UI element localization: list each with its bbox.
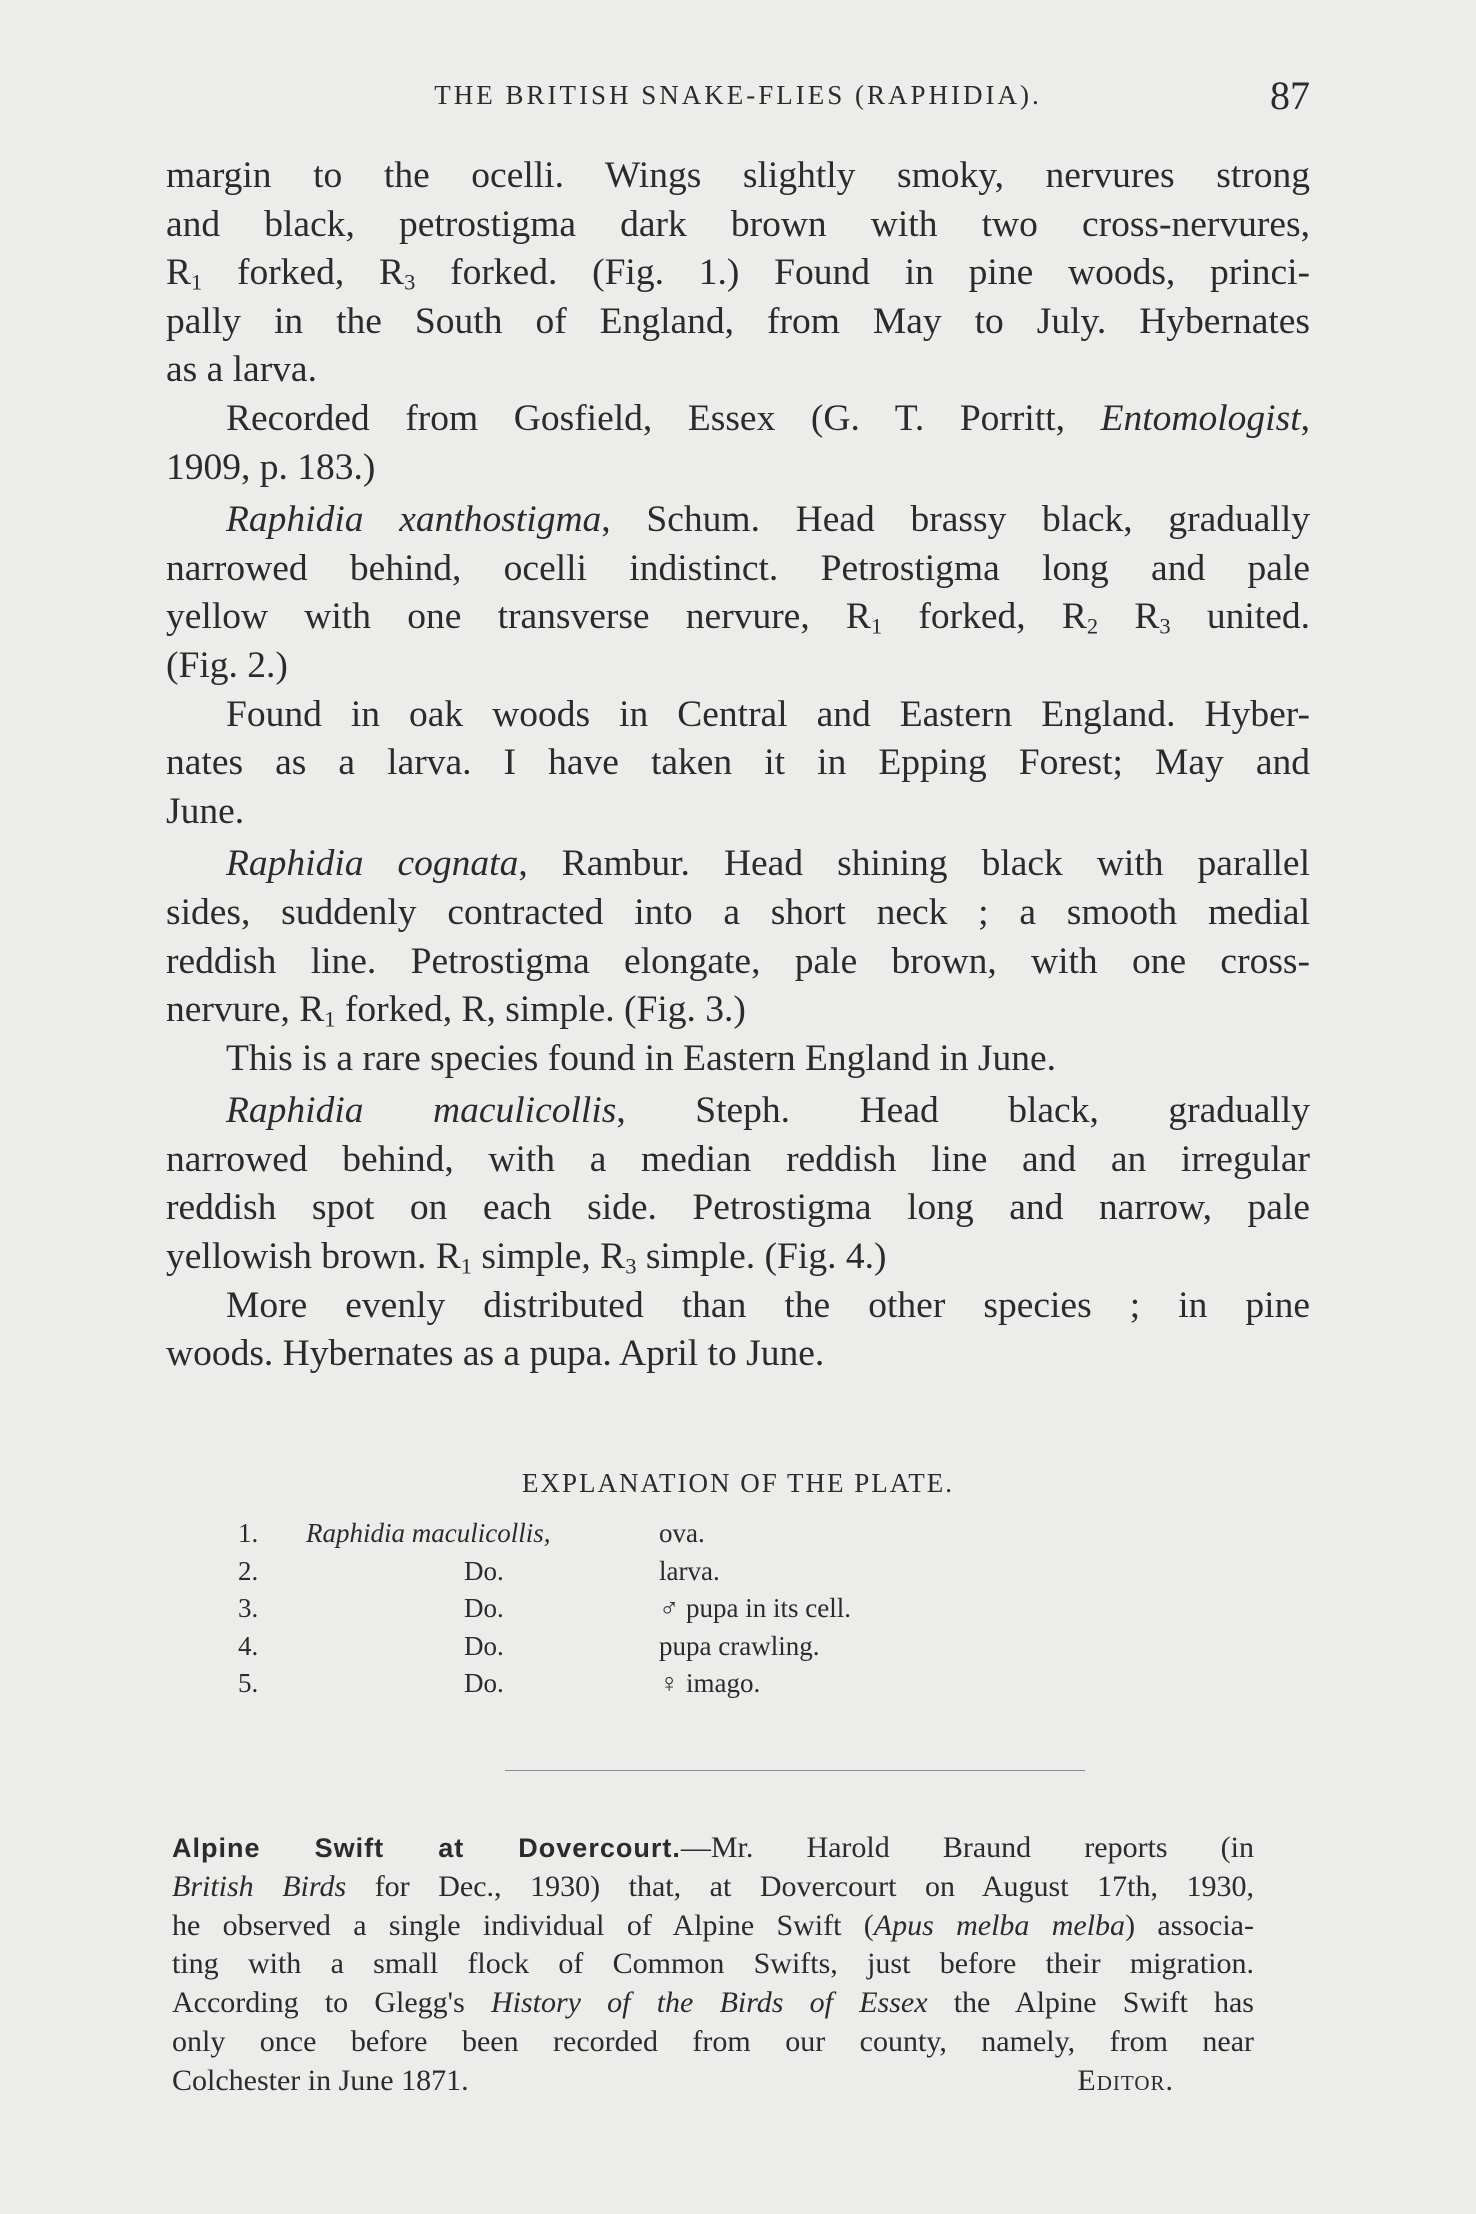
text-line: nervure, $R_1$ forked, R, simple. (Fig. 3.) [166, 989, 746, 1032]
text-line: and black, petrostigma dark brown with two cross-nervures, [166, 203, 1310, 245]
paragraph-maculicollis [166, 1087, 1310, 1281]
editor-signature: Editor. [1077, 2063, 1174, 2097]
text-line: This is a rare species found in Eastern England in June. [226, 1037, 1056, 1079]
plate-ditto: Do. [464, 1593, 504, 1623]
text-line: woods. Hybernates as a pupa. April to June. [166, 1333, 825, 1375]
plate-ditto: Do. [464, 1630, 504, 1661]
text-line: yellow with one transverse nervure, $R_1$ forked, $R_2$ $R_3$ united. [166, 596, 1310, 639]
plate-number: 2. [238, 1555, 259, 1586]
text-line: June. [166, 790, 245, 832]
text-line: British Birds for Dec., 1930) that, at Dovercourt on August 17th, 1930, [172, 1869, 1255, 1903]
text-line: sides, suddenly contracted into a short neck ; a smooth medial [166, 891, 1310, 933]
running-head: THE BRITISH SNAKE-FLIES (RAPHIDIA). [434, 80, 1042, 110]
alpine-swift-note [172, 1829, 1254, 2101]
text-line: Raphidia maculicollis, Steph. Head black, gradually [226, 1090, 1310, 1132]
plate-number: 5. [238, 1668, 259, 1698]
text-line: More evenly distributed than the other species ; in pine [226, 1284, 1310, 1326]
text-line: ting with a small flock of Common Swifts, just before their migration. [172, 1947, 1254, 1981]
text-line: as a larva. [166, 349, 317, 391]
paragraph-xanthostigma-prev [166, 152, 1310, 395]
text-line: Found in oak woods in Central and Eastern England. Hyber- [226, 693, 1310, 735]
text-line: nates as a larva. I have taken it in Epping Forest; May and [166, 742, 1310, 784]
text-line: reddish line. Petrostigma elongate, pale brown, with one cross- [166, 940, 1310, 982]
text-line: narrowed behind, with a median reddish line and an irregular [166, 1138, 1310, 1180]
plate-row [230, 1515, 1130, 1553]
plate-explanation-title: EXPLANATION OF THE PLATE. [522, 1468, 954, 1498]
text-line: pally in the South of England, from May to July. Hybernates [166, 300, 1310, 342]
plate-ditto: Do. [464, 1555, 504, 1586]
text-line: According to Glegg's History of the Birds of Essex the Alpine Swift has [172, 1986, 1254, 2020]
note-heading: Alpine Swift at Dovercourt. [172, 1833, 681, 1863]
plate-row [230, 1628, 1130, 1666]
text-line: he observed a single individual of Alpine Swift (Apus melba melba) associa- [172, 1908, 1254, 1942]
paragraph-xanthostigma [166, 496, 1310, 690]
plate-stage: ♀ imago. [659, 1668, 761, 1698]
paragraph-cognata [166, 840, 1310, 1034]
paragraph-distribution [166, 1282, 1310, 1379]
text-line: Colchester in June 1871. Editor. [172, 2062, 1254, 2101]
paragraph-rare-species [166, 1035, 1310, 1084]
plate-number: 3. [238, 1593, 259, 1623]
plate-row [230, 1590, 1130, 1628]
plate-ditto: Do. [464, 1668, 504, 1698]
text-line: Raphidia xanthostigma, Schum. Head brassy black, gradually [226, 499, 1310, 541]
text-line: $R_1$ forked, $R_3$ forked. (Fig. 1.) Found in pine woods, princi- [166, 252, 1311, 295]
text-line: narrowed behind, ocelli indistinct. Petrostigma long and pale [166, 547, 1310, 589]
text-line: (Fig. 2.) [166, 644, 288, 686]
paragraph-oak-woods [166, 691, 1310, 837]
plate-row [230, 1665, 1130, 1703]
text-line: 1909, p. 183.) [166, 446, 376, 488]
species-name: Raphidia cognata [226, 843, 519, 885]
text-line: only once before been recorded from our county, namely, from near [172, 2024, 1254, 2058]
text-line: reddish spot on each side. Petrostigma long and narrow, pale [166, 1187, 1310, 1229]
plate-species: Raphidia maculicollis, [306, 1518, 551, 1548]
paragraph-recorded [166, 395, 1310, 492]
text-line: margin to the ocelli. Wings slightly smoky, nervures strong [166, 155, 1310, 196]
plate-stage: pupa crawling. [659, 1630, 820, 1661]
plate-number: 4. [238, 1630, 259, 1661]
plate-number: 1. [238, 1518, 259, 1548]
plate-stage: ova. [659, 1518, 705, 1548]
page-header [166, 72, 1310, 132]
species-name: Raphidia xanthostigma [226, 499, 602, 541]
species-name: Raphidia maculicollis [226, 1090, 617, 1132]
plate-row [230, 1553, 1130, 1591]
plate-stage: ♂ pupa in its cell. [659, 1593, 851, 1623]
text-line: yellowish brown. $R_1$ simple, $R_3$ simple. (Fig. 4.) [166, 1236, 887, 1279]
plate-stage: larva. [659, 1555, 720, 1586]
main-text [166, 152, 1310, 1379]
plate-explanation-list [230, 1515, 1130, 1703]
text-line: Raphidia cognata, Rambur. Head shining black with parallel [226, 843, 1310, 885]
page-number: 87 [1270, 73, 1310, 118]
text-line: Recorded from Gosfield, Essex (G. T. Porritt, Entomologist, [226, 397, 1310, 439]
text-line: Alpine Swift at Dovercourt.—Mr. Harold Braund reports (in [172, 1831, 1254, 1864]
divider-rule [505, 1770, 1085, 1771]
